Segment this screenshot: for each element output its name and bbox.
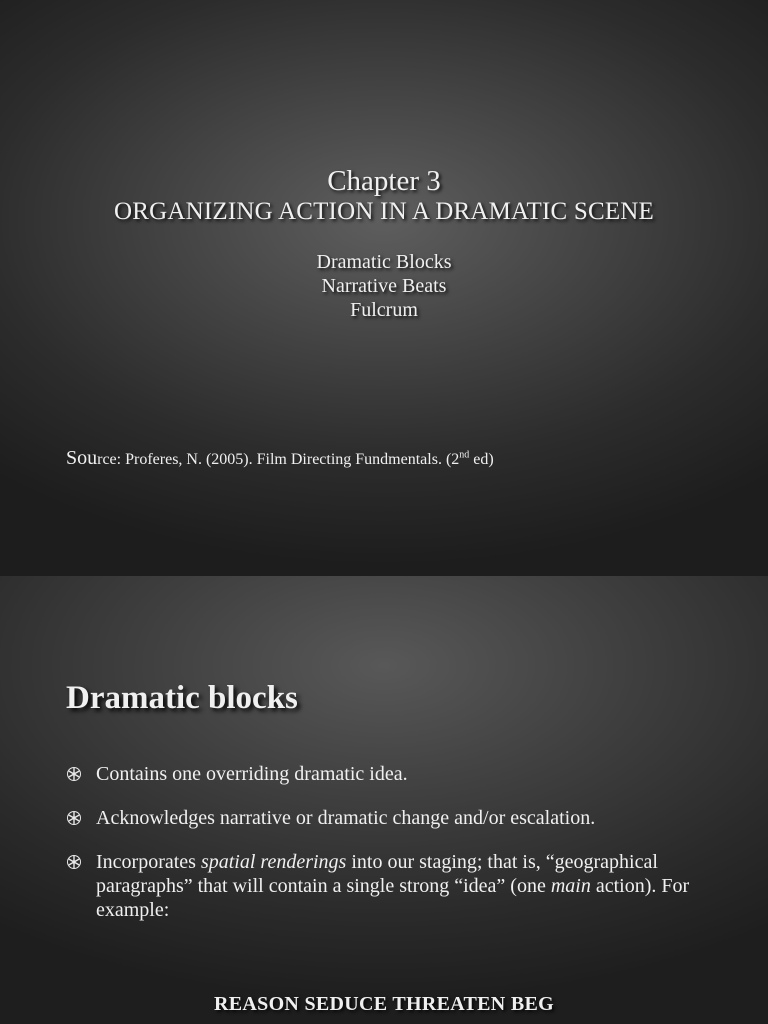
topic-item: Dramatic Blocks [316, 251, 452, 273]
source-text: rce: Proferes, N. (2005). Film Directing Fundmentals. (2 [97, 451, 460, 468]
topic-list [0, 250, 768, 322]
source-suffix: ed) [469, 451, 494, 468]
topic-item: Narrative Beats [321, 275, 447, 297]
list-item [66, 806, 726, 830]
asterisk-bullet-icon [66, 810, 82, 826]
emphasized-text: spatial renderings [200, 851, 347, 873]
title-block [0, 166, 768, 228]
bullet-text-part: action). For example: [96, 875, 690, 921]
action-verbs: REASON SEDUCE THREATEN BEG [214, 993, 554, 1015]
bullet-list [66, 762, 726, 942]
list-item [66, 762, 726, 786]
bullet-text [96, 850, 726, 922]
bullet-text: Acknowledges narrative or dramatic change and/or escalation. [96, 807, 596, 829]
emphasized-text: main [550, 875, 591, 897]
asterisk-bullet-icon [66, 766, 82, 782]
asterisk-bullet-icon [66, 854, 82, 870]
chapter-title: Chapter 3 [327, 165, 441, 197]
bullet-text-part: Incorporates [96, 851, 201, 873]
chapter-subtitle: ORGANIZING ACTION IN A DRAMATIC SCENE [113, 198, 655, 225]
slide-heading: Dramatic blocks [66, 680, 298, 716]
topic-item: Fulcrum [350, 299, 418, 321]
content-slide [0, 576, 768, 1024]
bullet-text: Contains one overriding dramatic idea. [96, 763, 408, 785]
bullet-text-part: into our staging; that is, “geographical paragraphs” that will contain a single strong “idea” (one [96, 851, 658, 897]
source-prefix: Sou [66, 447, 98, 469]
source-superscript: nd [459, 449, 470, 461]
list-item [66, 850, 726, 922]
source-citation [66, 446, 494, 472]
